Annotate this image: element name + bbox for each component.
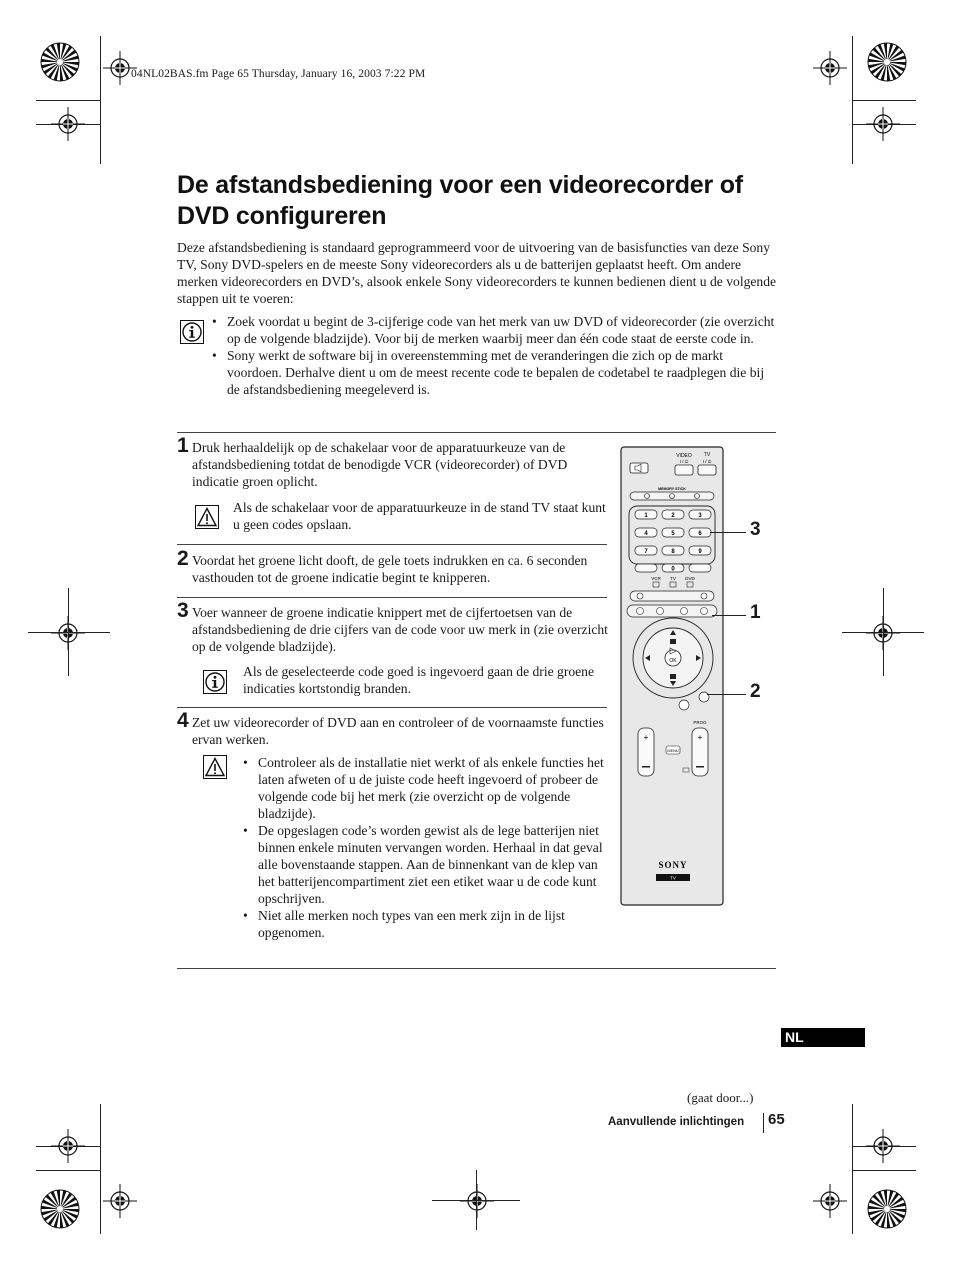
keypad: [635, 510, 711, 555]
registration-mark-icon: [813, 51, 847, 85]
tv-power-button: [698, 465, 716, 475]
info-icon: [203, 670, 227, 694]
step-text: Druk herhaaldelijk op de schakelaar voor de apparatuurkeuze van de afstandsbediening totdat de benodigde VCR (videorecorder) of DVD indicatie groen oplicht.: [192, 440, 568, 489]
key-8: 8: [671, 549, 675, 555]
menu-label: MENU: [667, 749, 679, 753]
footer-separator: [763, 1113, 764, 1133]
registration-mark-icon: [51, 1129, 85, 1163]
calibration-starburst-icon: [867, 42, 907, 82]
registration-line: [68, 588, 69, 676]
step-text: Voordat het groene licht dooft, de gele toets indrukken en ca. 6 seconden vasthouden tot de groene indicatie begint te knipperen.: [192, 553, 588, 585]
divider: [177, 968, 776, 969]
divider: [177, 544, 607, 545]
video-label: VIDEO: [676, 453, 692, 459]
key-6: 6: [698, 531, 702, 537]
warning-item: • De opgeslagen code’s worden gewist als de lege batterijen niet binnen enkele minuten vervangen worden. Herhaal in dat geval alle bovenstaande stappen. Aan de binnenkant van de klep van het batterijencompartiment ziet een etiket waar u de code kunt opschrijven.: [243, 822, 611, 907]
registration-mark-icon: [51, 107, 85, 141]
step-number: 2: [177, 547, 189, 570]
callout-line: [712, 615, 746, 616]
registration-mark-icon: [103, 1184, 137, 1218]
step-warnings-list: [243, 754, 611, 941]
registration-mark-icon: [813, 1184, 847, 1218]
step-number: 3: [177, 599, 189, 622]
dvd-mode-label: DVD: [685, 576, 695, 581]
step-number: 1: [177, 434, 189, 457]
notes-list: [212, 313, 778, 398]
key-1: 1: [644, 513, 648, 519]
note-item: • Sony werkt de software bij in overeenstemming met de veranderingen die zich op de markt voordoen. Derhalve dient u om de meest recente code te bepalen de codetabel te raadplegen die bij de afstandsbediening meegeleverd is.: [212, 347, 778, 398]
callout-line: [707, 694, 746, 695]
divider: [177, 432, 776, 433]
step-text: Voer wanneer de groene indicatie knippert met de cijfertoetsen van de afstandsbediening de drie cijfers van de code voor uw merk in (zie overzicht op de volgende bladzijde).: [192, 605, 608, 654]
step-text: Zet uw videorecorder of DVD aan en controleer of de voornaamste functies ervan werken.: [192, 715, 604, 747]
svg-text:+: +: [697, 733, 703, 742]
vcr-mode-label: VCR: [651, 576, 661, 581]
remote-control-illustration: [620, 446, 724, 906]
step-number: 4: [177, 709, 189, 732]
calibration-starburst-icon: [867, 1189, 907, 1229]
page-number: 65: [768, 1111, 785, 1128]
prog-label: PROG: [693, 720, 707, 725]
divider: [177, 707, 607, 708]
key-0: 0: [671, 566, 675, 573]
key-4: 4: [644, 531, 648, 537]
footer-section-title: Aanvullende inlichtingen: [608, 1116, 745, 1128]
divider: [177, 597, 607, 598]
language-tab: NL: [781, 1028, 865, 1047]
video-power-button: [675, 465, 693, 475]
step-warning: Als de schakelaar voor de apparatuurkeuze in de stand TV staat kunt u geen codes opslaan.: [233, 500, 606, 532]
step-info: Als de geselecteerde code goed is ingevoerd gaan de drie groene indicaties kortstondig branden.: [243, 664, 595, 696]
key-3: 3: [698, 513, 702, 519]
registration-mark-icon: [460, 1184, 494, 1218]
callout-number: 2: [750, 681, 761, 702]
calibration-starburst-icon: [40, 42, 80, 82]
file-info-header: 04NL02BAS.fm Page 65 Thursday, January 16, 2003 7:22 PM: [131, 68, 426, 80]
warning-item: • Niet alle merken noch types van een merk zijn in de lijst opgenomen.: [243, 907, 611, 941]
warning-icon: [203, 755, 227, 779]
registration-mark-icon: [866, 107, 900, 141]
key-5: 5: [671, 531, 675, 537]
registration-mark-icon: [866, 1129, 900, 1163]
ok-label: OK: [669, 658, 677, 664]
warning-icon: [195, 505, 219, 529]
video-power-label: I / ⏻: [679, 459, 689, 464]
continued-note: (gaat door...): [687, 1090, 754, 1105]
info-icon: [180, 320, 204, 344]
registration-line: [476, 1170, 477, 1230]
mute-button: [630, 463, 648, 473]
warning-item: • Controleer als de installatie niet werkt of als enkele functies het laten afweten of u de juiste code heeft ingevoerd of probeer de volgende code bij het merk (zie overzicht op de volgende bladzijde).: [243, 754, 611, 822]
model-label: TV: [670, 875, 676, 881]
key-9: 9: [698, 549, 702, 555]
page-title: De afstandsbediening voor een videorecorder of DVD configureren: [177, 171, 743, 230]
tv-mode-label: TV: [670, 576, 676, 581]
callout-number: 3: [750, 519, 761, 540]
callout-line: [710, 532, 746, 533]
calibration-starburst-icon: [40, 1189, 80, 1229]
registration-line: [883, 588, 884, 676]
key-7: 7: [644, 549, 648, 555]
callout-number: 1: [750, 602, 761, 623]
memory-stick-label: MEMORY STICK: [658, 487, 686, 491]
tv-power-label: I / ⏻: [702, 459, 712, 464]
note-item: • Zoek voordat u begint de 3-cijferige code van het merk van uw DVD of videorecorder (zie overzicht op de volgende bladzijde). Voor bij de merken waarbij meer dan één code staat de eerste code in.: [212, 313, 778, 347]
key-2: 2: [671, 513, 675, 519]
intro-paragraph: Deze afstandsbediening is standaard geprogrammeerd voor de uitvoering van de basisfuncties van deze Sony TV, Sony DVD-spelers en de meeste Sony videorecorders als u de batterijen geplaatst heeft. Om andere merken videorecorders en DVD’s, alsook enkele Sony videorecorders te kunnen bedienen dient u de volgende stappen uit te voeren:: [177, 240, 777, 306]
brand-logo: SONY: [658, 860, 688, 870]
tv-label: TV: [703, 452, 711, 458]
svg-text:+: +: [643, 733, 649, 742]
registration-line: [28, 632, 110, 633]
